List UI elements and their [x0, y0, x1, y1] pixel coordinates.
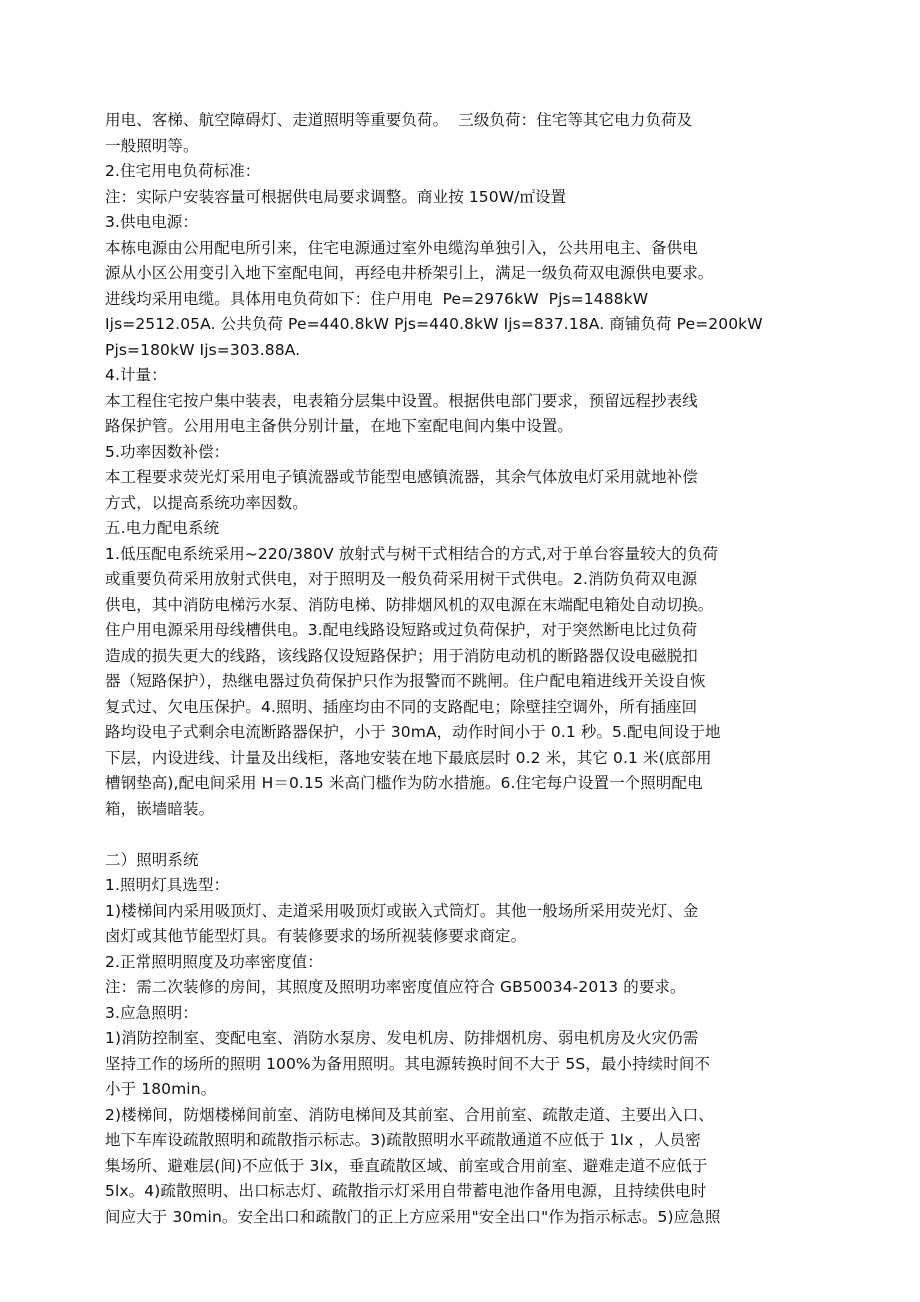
text-line: 本工程要求荧光灯采用电子镇流器或节能型电感镇流器，其余气体放电灯采用就地补偿: [105, 468, 698, 486]
text-line: 路均设电子式剩余电流断路器保护，小于 30mA，动作时间小于 0.1 秒。5.配电间设于地: [105, 723, 721, 741]
text-line: 4.计量：: [105, 366, 167, 384]
text-line: 进线均采用电缆。具体用电负荷如下：住户用电 Pe=2976kW Pjs=1488kW: [105, 289, 649, 308]
text-line: 1.照明灯具选型：: [105, 876, 230, 894]
text-line: 注：实际户安装容量可根据供电局要求调整。商业按 150W/㎡设置: [105, 187, 567, 206]
text-line: 源从小区公用变引入地下室配电间，再经电井桥架引上，满足一级负荷双电源供电要求。: [105, 264, 714, 282]
text-line: 间应大于 30min。安全出口和疏散门的正上方应采用"安全出口"作为指示标志。5)应急照: [105, 1207, 721, 1226]
text-line: 槽钢垫高),配电间采用 H＝0.15 米高门槛作为防水措施。6.住宅每户设置一个照明配电: [105, 774, 703, 792]
text-line: Pjs=180kW Ijs=303.88A.: [105, 340, 301, 359]
text-line: 3.供电电源：: [105, 213, 198, 231]
text-line: 5lx。4)疏散照明、出口标志灯、疏散指示灯采用自带蓄电池作备用电源，且持续供电时: [105, 1182, 707, 1200]
text-line: 5.功率因数补偿：: [105, 442, 230, 461]
text-line: 地下车库设疏散照明和疏散指示标志。3)疏散照明水平疏散通道不应低于 1lx ，人员密: [105, 1131, 701, 1149]
text-line: 1)消防控制室、变配电室、消防水泵房、发电机房、防排烟机房、弱电机房及火灾仍需: [105, 1029, 699, 1047]
text-line: 住户用电源采用母线槽供电。3.配电线路设短路或过负荷保护，对于突然断电比过负荷: [105, 621, 698, 639]
text-line: 集场所、避难层(间)不应低于 3lx，垂直疏散区域、前室或合用前室、避难走道不应低于: [105, 1156, 708, 1175]
text-line: 本工程住宅按户集中装表，电表箱分层集中设置。根据供电部门要求，预留远程抄表线: [105, 391, 698, 410]
document-body: [105, 108, 855, 1230]
text-line: 卤灯或其他节能型灯具。有装修要求的场所视装修要求商定。: [105, 927, 527, 945]
text-line: Ijs=2512.05A. 公共负荷 Pe=440.8kW Pjs=440.8kW Ijs=837.18A. 商铺负荷 Pe=200kW: [105, 315, 763, 333]
text-line: 3.应急照明：: [105, 1003, 198, 1022]
text-line: 2)楼梯间，防烟楼梯间前室、消防电梯间及其前室、合用前室、疏散走道、主要出入口、: [105, 1105, 714, 1124]
text-line: 本栋电源由公用配电所引来，住宅电源通过室外电缆沟单独引入，公共用电主、备供电: [105, 238, 698, 257]
text-line: 坚持工作的场所的照明 100%为备用照明。其电源转换时间不大于 5S，最小持续时间不: [105, 1054, 711, 1073]
text-line: 器（短路保护），热继电器过负荷保护只作为报警而不跳闸。住户配电箱进线开关设自恢: [105, 672, 706, 690]
text-line: 箱，嵌墙暗装。: [105, 799, 215, 818]
text-line: 小于 180min。: [105, 1080, 217, 1098]
text-line: 复式过、欠电压保护。4.照明、插座均由不同的支路配电；除壁挂空调外，所有插座回: [105, 697, 698, 716]
text-line: 二）照明系统: [105, 850, 199, 869]
text-line: 2.正常照明照度及功率密度值：: [105, 952, 323, 971]
text-line: 注：需二次装修的房间，其照度及照明功率密度值应符合 GB50034-2013 的要求。: [105, 978, 686, 996]
text-line: 2.住宅用电负荷标准：: [105, 162, 261, 180]
text-line: 一般照明等。: [105, 136, 199, 155]
text-line: 或重要负荷采用放射式供电，对于照明及一般负荷采用树干式供电。2.消防负荷双电源: [105, 570, 698, 588]
text-line: 供电，其中消防电梯污水泵、消防电梯、防排烟风机的双电源在末端配电箱处自动切换。: [105, 595, 714, 614]
text-line: 用电、客梯、航空障碍灯、走道照明等重要负荷。 三级负荷：住宅等其它电力负荷及: [105, 111, 693, 129]
text-line: 五.电力配电系统: [105, 519, 220, 537]
text-line: 下层，内设进线、计量及出线柜，落地安装在地下最底层时 0.2 米，其它 0.1 米(底部用: [105, 748, 712, 767]
text-line: 1.低压配电系统采用~220/380V 放射式与树干式相结合的方式,对于单台容量较大的负荷: [105, 544, 719, 563]
text-line: 造成的损失更大的线路，该线路仅设短路保护；用于消防电动机的断路器仅设电磁脱扣: [105, 646, 698, 665]
text-line: 路保护管。公用用电主备供分别计量，在地下室配电间内集中设置。: [105, 417, 574, 435]
blank-line: [105, 822, 855, 848]
text-line: 方式，以提高系统功率因数。: [105, 493, 308, 512]
text-line: 1)楼梯间内采用吸顶灯、走道采用吸顶灯或嵌入式筒灯。其他一般场所采用荧光灯、金: [105, 901, 699, 920]
